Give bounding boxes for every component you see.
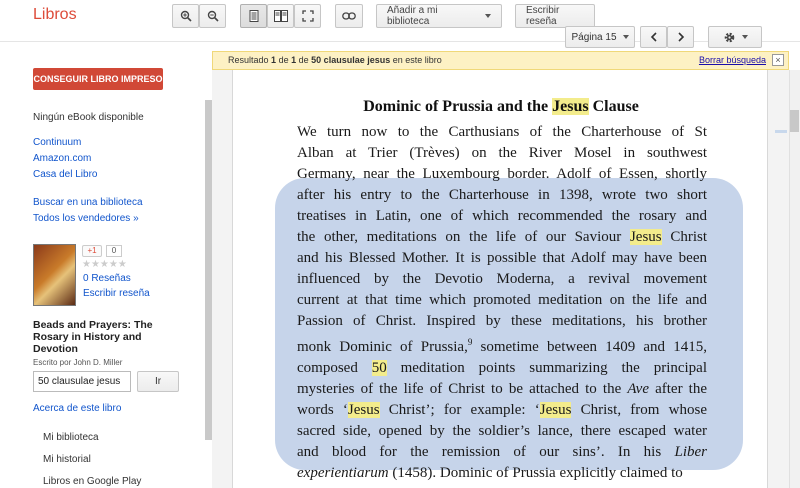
search-in-book-input[interactable] [33, 371, 131, 392]
zoom-out-button[interactable] [199, 4, 226, 28]
text-line: Alban at Trier (Trèves) on the River Mosel in southwest [297, 145, 707, 161]
text-line: and his Blessed Mother. It is possible that Adolf may have been [297, 250, 707, 266]
zoom-out-icon [207, 10, 219, 22]
heading-text-before: Dominic of Prussia and the [363, 98, 553, 115]
text-line [297, 227, 707, 248]
book-page [232, 70, 768, 488]
result-total: 1 [291, 55, 297, 65]
write-review-link[interactable]: Escribir reseña [83, 288, 150, 299]
search-hit: Jesus [552, 98, 589, 115]
menu-my-history[interactable]: Mi historial [43, 454, 91, 465]
text-line [297, 379, 707, 400]
rating-stars: ★★★★★ [82, 259, 127, 270]
store-link-casa-del-libro[interactable]: Casa del Libro [33, 169, 98, 180]
two-page-view-button[interactable] [267, 4, 294, 28]
no-ebook-text: Ningún eBook disponible [33, 112, 144, 123]
search-hit: Jesus [347, 402, 380, 418]
viewer-scrollbar[interactable] [789, 70, 800, 488]
text-line: treatises in Latin, one of which recommended the rosary and [297, 208, 707, 224]
page-selector[interactable] [565, 26, 635, 48]
gear-icon [723, 31, 736, 44]
text-line: Passion of Christ. Inspired by these meditations, his brother [297, 313, 707, 329]
chevron-down-icon [485, 14, 491, 18]
text-fragment: experientiarum [297, 465, 389, 481]
text-fragment: Christ’; for example: ‘ [379, 402, 540, 418]
store-link-amazon[interactable]: Amazon.com [33, 153, 92, 164]
search-hit: Jesus [539, 402, 572, 418]
link-icon [342, 12, 356, 20]
result-suffix: en este libro [392, 55, 442, 65]
chevron-down-icon [623, 35, 629, 39]
fullscreen-icon [302, 10, 314, 22]
all-sellers-link[interactable]: Todos los vendedores » [33, 213, 139, 224]
page-label: Página 15 [571, 31, 617, 43]
text-line: after his entry to the Charterhouse in 1398, wrote two short [297, 187, 707, 203]
plus-one-count: 0 [106, 245, 122, 257]
text-fragment: Ave [627, 381, 649, 397]
fullscreen-button[interactable] [294, 4, 321, 28]
page-position-marker [775, 130, 787, 133]
store-link-continuum[interactable]: Continuum [33, 137, 82, 148]
zoom-in-icon [180, 10, 192, 22]
google-plus-one-button[interactable]: +1 [82, 245, 102, 257]
sidebar [0, 42, 205, 488]
result-prefix: Resultado [228, 55, 269, 65]
text-line: current at that time which promoted meditation on the life and [297, 292, 707, 308]
add-to-library-button[interactable] [376, 4, 502, 28]
text-line [297, 400, 707, 421]
text-fragment: monk Dominic of Prussia, [297, 339, 468, 355]
text-fragment: Christ [661, 229, 707, 245]
search-go-button[interactable]: Ir [137, 371, 179, 392]
text-line: sacred side, opened by the soldier’s lance, there escaped water [297, 423, 707, 439]
search-result-bar [212, 51, 789, 70]
zoom-in-button[interactable] [172, 4, 199, 28]
text-fragment: after the [649, 381, 707, 397]
text-line [297, 463, 707, 484]
page-toolbar [212, 26, 800, 50]
text-fragment: mysteries of the life of Christ to be attached to the [297, 381, 622, 397]
text-line [297, 358, 707, 379]
reviews-link[interactable]: 0 Reseñas [83, 273, 131, 284]
book-author: Escrito por John D. Miller [33, 358, 123, 367]
app-logo[interactable]: Libros [33, 6, 77, 23]
text-fragment: Christ, from whose [571, 402, 707, 418]
single-page-icon [249, 10, 259, 22]
page-body-text [297, 122, 707, 484]
text-line: influenced by the Devotio Moderna, a revival movement [297, 271, 707, 287]
buy-print-book-button[interactable]: CONSEGUIR LIBRO IMPRESO [33, 68, 163, 90]
two-page-icon [274, 10, 288, 22]
chevron-right-icon [677, 32, 685, 42]
result-for: de [298, 55, 309, 65]
chevron-left-icon [650, 32, 658, 42]
chevron-down-icon [742, 35, 748, 39]
next-page-button[interactable] [667, 26, 694, 48]
chapter-heading [233, 98, 768, 116]
text-line [297, 442, 707, 463]
book-title: Beads and Prayers: The Rosary in History and Devotion [33, 319, 153, 355]
text-fragment: and blood for the remission of our sins’. In his [297, 444, 662, 460]
text-fragment: (1458). Dominic of Prussia explicitly claimed to [392, 465, 683, 481]
write-review-label: Escribir reseña [526, 5, 560, 27]
menu-my-library[interactable]: Mi biblioteca [43, 432, 99, 443]
result-current: 1 [271, 55, 277, 65]
clear-search-link[interactable]: Borrar búsqueda [698, 55, 766, 65]
previous-page-button[interactable] [640, 26, 667, 48]
settings-button[interactable] [708, 26, 762, 48]
close-icon[interactable]: × [772, 54, 784, 66]
text-fragment: composed [297, 360, 358, 376]
result-of: de [278, 55, 289, 65]
heading-text-after: Clause [588, 98, 639, 115]
about-book-link[interactable]: Acerca de este libro [33, 403, 122, 414]
text-fragment: Liber [674, 444, 707, 460]
result-query: 50 clausulae jesus [311, 55, 391, 65]
footnote-marker[interactable]: 9 [467, 337, 473, 347]
book-viewer [212, 70, 789, 488]
menu-google-play-books[interactable]: Libros en Google Play [43, 476, 142, 487]
text-fragment: sometime between 1409 and 1415, [472, 339, 707, 355]
book-cover[interactable] [33, 244, 76, 306]
text-fragment: the other, meditations on the life of our Saviour [297, 229, 622, 245]
add-to-library-label: Añadir a mi biblioteca [387, 5, 438, 27]
write-review-button[interactable] [515, 4, 595, 28]
text-fragment: meditation points summarizing the principal [386, 360, 708, 376]
find-in-library-link[interactable]: Buscar en una biblioteca [33, 197, 143, 208]
text-line: We turn now to the Carthusians of the Charterhouse of St [297, 124, 707, 140]
text-line [297, 332, 707, 358]
link-button[interactable] [335, 4, 363, 28]
text-line: Germany, near the Luxembourg border. Adolf of Essen, shortly [297, 166, 707, 182]
single-page-view-button[interactable] [240, 4, 267, 28]
search-hit: Jesus [629, 229, 662, 245]
text-fragment: words ‘ [297, 402, 348, 418]
search-hit: 50 [371, 360, 387, 376]
viewer-scrollbar-thumb[interactable] [790, 110, 799, 132]
